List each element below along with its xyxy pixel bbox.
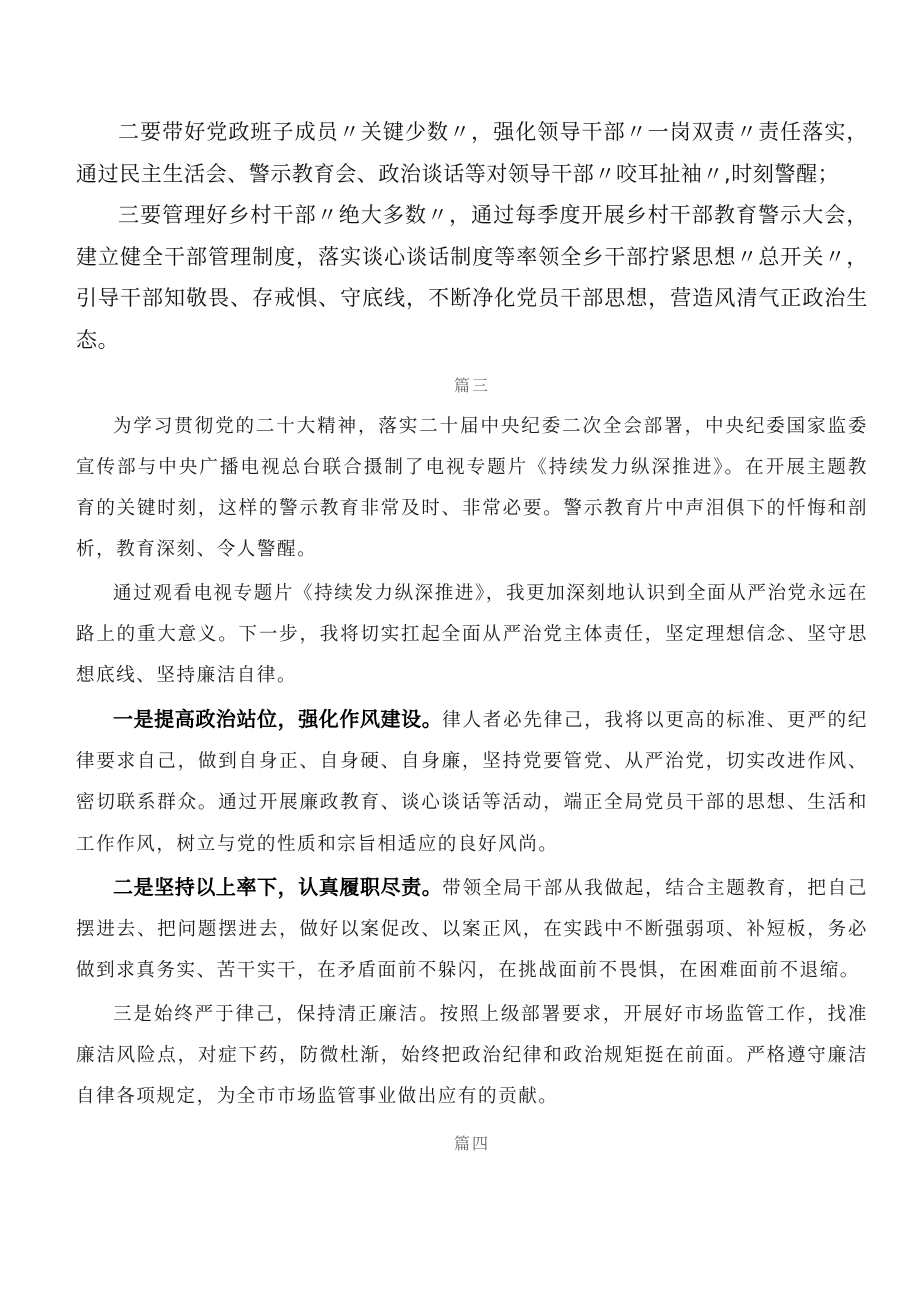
point-two-body: 带领全局干部从我做起，结合主题教育，把自己摆进去、把问题摆进去，做好以案促改、以案正风，在实践中不断强弱项、补短板，务必做到求真务实、苦干实干，在矛盾面前不躲闪，在挑战面前不畏惧，在困难面前不退缩。 — [76, 877, 869, 982]
paragraph-point-one — [76, 699, 868, 865]
paragraph-point-three: 三是始终严于律己，保持清正廉洁。按照上级部署要求，开展好市场监管工作，找准廉洁风险点，对症下药，防微杜渐，始终把政治纪律和政治规矩挺在前面。严格遵守廉洁自律各项规定，为全市市场监管事业做出应有的贡献。 — [76, 1003, 868, 1108]
point-one-body: 律人者必先律己，我将以更高的标准、更严的纪律要求自己，做到自身正、自身硬、自身廉，坚持党要管党、从严治党，切实改进作风、密切联系群众。通过开展廉政教育、谈心谈话等活动，端正全局党员干部的思想、生活和工作作风，树立与党的性质和宗旨相适应的良好风尚。 — [76, 709, 869, 855]
paragraph-point-two — [76, 867, 868, 992]
section-heading-3: 篇三 — [453, 375, 490, 395]
paragraph-documentary-intro: 为学习贯彻党的二十大精神，落实二十届中央纪委二次全会部署，中央纪委国家监委宣传部与中央广播电视总台联合摄制了电视专题片《持续发力纵深推进》。在开展主题教育的关键时刻，这样的警示教育非常及时、非常必要。警示教育片中声泪俱下的忏悔和剖析，教育深刻、令人警醒。 — [76, 415, 868, 561]
paragraph-viewing-reflection: 通过观看电视专题片《持续发力纵深推进》，我更加深刻地认识到全面从严治党永远在路上的重大意义。下一步，我将切实扛起全面从严治党主体责任，坚定理想信念、坚守思想底线、坚持廉洁自律。 — [76, 582, 868, 687]
section-heading-4: 篇四 — [453, 1133, 490, 1153]
paragraph-leadership-team: 二要带好党政班子成员〃关键少数〃，强化领导干部〃一岗双责〃责任落实，通过民主生活会、警示教育会、政治谈话等对领导干部〃咬耳扯袖〃,时刻警醒； — [76, 120, 868, 186]
point-two-lead: 二是坚持以上率下，认真履职尽责。 — [113, 874, 443, 899]
document-page — [76, 112, 868, 1164]
paragraph-village-cadres: 三要管理好乡村干部〃绝大多数〃，通过每季度开展乡村干部教育警示大会，建立健全干部管理制度，落实谈心谈话制度等率领全乡干部拧紧思想〃总开关〃，引导干部知敬畏、存戒惧、守底线，不断净化党员干部思想，营造风清气正政治生态。 — [76, 203, 868, 352]
point-one-lead: 一是提高政治站位，强化作风建设。 — [113, 706, 443, 731]
